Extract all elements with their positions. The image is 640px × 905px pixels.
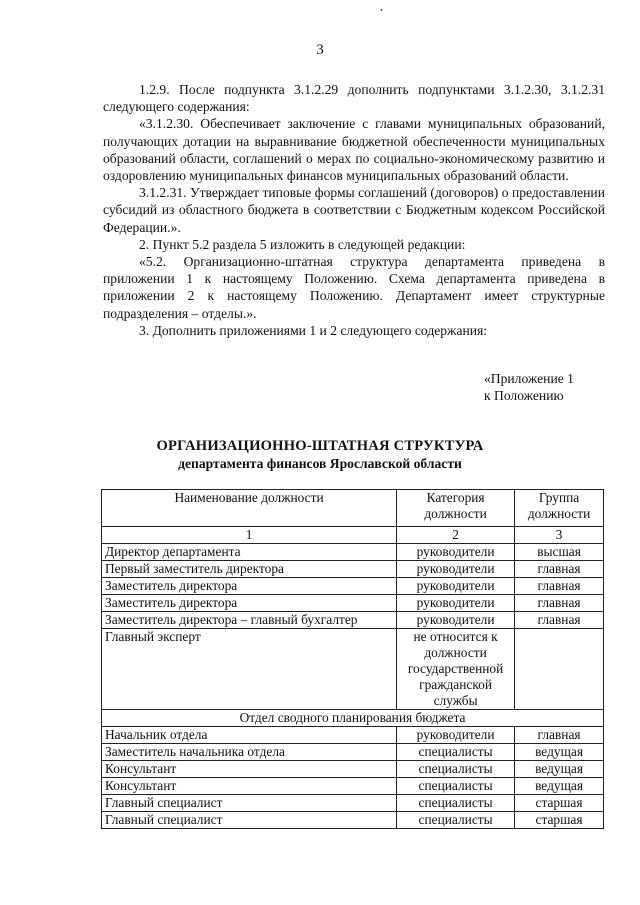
position-name: Главный специалист (102, 795, 397, 812)
position-group: главная (515, 561, 604, 578)
position-category: не относится к должности государственной гражданской службы (397, 629, 515, 710)
position-name: Заместитель директора – главный бухгалтер (102, 612, 397, 629)
table-row (102, 595, 604, 612)
position-name: Заместитель начальника отдела (102, 744, 397, 761)
body-text (103, 81, 605, 339)
staff-table (101, 489, 604, 829)
paragraph-2: «3.1.2.30. Обеспечивает заключение с главами муниципальных образований, получающих дотации на выравнивание бюджетной обеспеченности муниципальных образований области, соглашений о мерах по социально-экономическому развитию и оздоровлению муниципальных финансов муниципальных образований области. (103, 116, 605, 184)
column-number-2: 2 (397, 527, 515, 544)
position-group: главная (515, 595, 604, 612)
position-group: старшая (515, 812, 604, 829)
column-number-3: 3 (515, 527, 604, 544)
column-number-1: 1 (102, 527, 397, 544)
table-header-row (102, 490, 604, 527)
table-column-numbers-row (102, 527, 604, 544)
position-name: Первый заместитель директора (102, 561, 397, 578)
table-row (102, 761, 604, 778)
position-group: высшая (515, 544, 604, 561)
table-row (102, 744, 604, 761)
position-name: Начальник отдела (102, 727, 397, 744)
position-category: руководители (397, 544, 515, 561)
position-name: Заместитель директора (102, 595, 397, 612)
position-name: Консультант (102, 761, 397, 778)
heading-subtitle: департамента финансов Ярославской области (178, 456, 462, 471)
position-category: специалисты (397, 812, 515, 829)
paragraph-3: 3.1.2.31. Утверждает типовые формы соглашений (договоров) о предоставлении субсидий из областного бюджета в соответствии с Бюджетным кодексом Российской Федерации.». (103, 185, 605, 235)
table-row (102, 812, 604, 829)
header-position-group: Группа должности (515, 490, 604, 527)
page-number: 3 (316, 42, 324, 58)
table-row (102, 795, 604, 812)
position-group: ведущая (515, 761, 604, 778)
position-category: руководители (397, 561, 515, 578)
position-group: главная (515, 727, 604, 744)
heading-title: ОРГАНИЗАЦИОННО-ШТАТНАЯ СТРУКТУРА (156, 438, 484, 454)
scan-dot: • (380, 6, 383, 15)
position-name: Консультант (102, 778, 397, 795)
position-name: Директор департамента (102, 544, 397, 561)
header-position-category: Категория должности (397, 490, 515, 527)
appendix-label (484, 370, 574, 404)
position-category: специалисты (397, 778, 515, 795)
position-category: руководители (397, 595, 515, 612)
position-name: Главный специалист (102, 812, 397, 829)
position-group: главная (515, 578, 604, 595)
paragraph-6: 3. Дополнить приложениями 1 и 2 следующего содержания: (139, 322, 488, 338)
table-row (102, 578, 604, 595)
position-group: ведущая (515, 778, 604, 795)
section-title: Отдел сводного планирования бюджета (102, 710, 604, 727)
table-row (102, 561, 604, 578)
table-row (102, 544, 604, 561)
appendix-line-2: к Положению (484, 388, 564, 404)
position-category: специалисты (397, 744, 515, 761)
position-category: руководители (397, 578, 515, 595)
position-name: Заместитель директора (102, 578, 397, 595)
position-group: главная (515, 612, 604, 629)
table-row (102, 778, 604, 795)
paragraph-4: 2. Пункт 5.2 раздела 5 изложить в следующей редакции: (139, 236, 466, 252)
appendix-line-1: «Приложение 1 (484, 371, 574, 386)
table-row (102, 629, 604, 710)
table-section-row (102, 710, 604, 727)
position-category: руководители (397, 727, 515, 744)
position-category: руководители (397, 612, 515, 629)
document-heading (0, 437, 640, 472)
header-position-name: Наименование должности (102, 490, 397, 527)
position-group (515, 629, 604, 710)
paragraph-1: 1.2.9. После подпункта 3.1.2.29 дополнить подпунктами 3.1.2.30, 3.1.2.31 следующего содержания: (103, 82, 605, 115)
position-group: ведущая (515, 744, 604, 761)
position-name: Главный эксперт (102, 629, 397, 710)
paragraph-5: «5.2. Организационно-штатная структура департамента приведена в приложении 1 к настоящему Положению. Схема департамента приведена в приложении 2 к настоящему Положению. Департамент имеет структурные подразделения – отделы.». (103, 254, 605, 321)
position-category: специалисты (397, 761, 515, 778)
position-category: специалисты (397, 795, 515, 812)
position-group: старшая (515, 795, 604, 812)
table-row (102, 612, 604, 629)
table-row (102, 727, 604, 744)
